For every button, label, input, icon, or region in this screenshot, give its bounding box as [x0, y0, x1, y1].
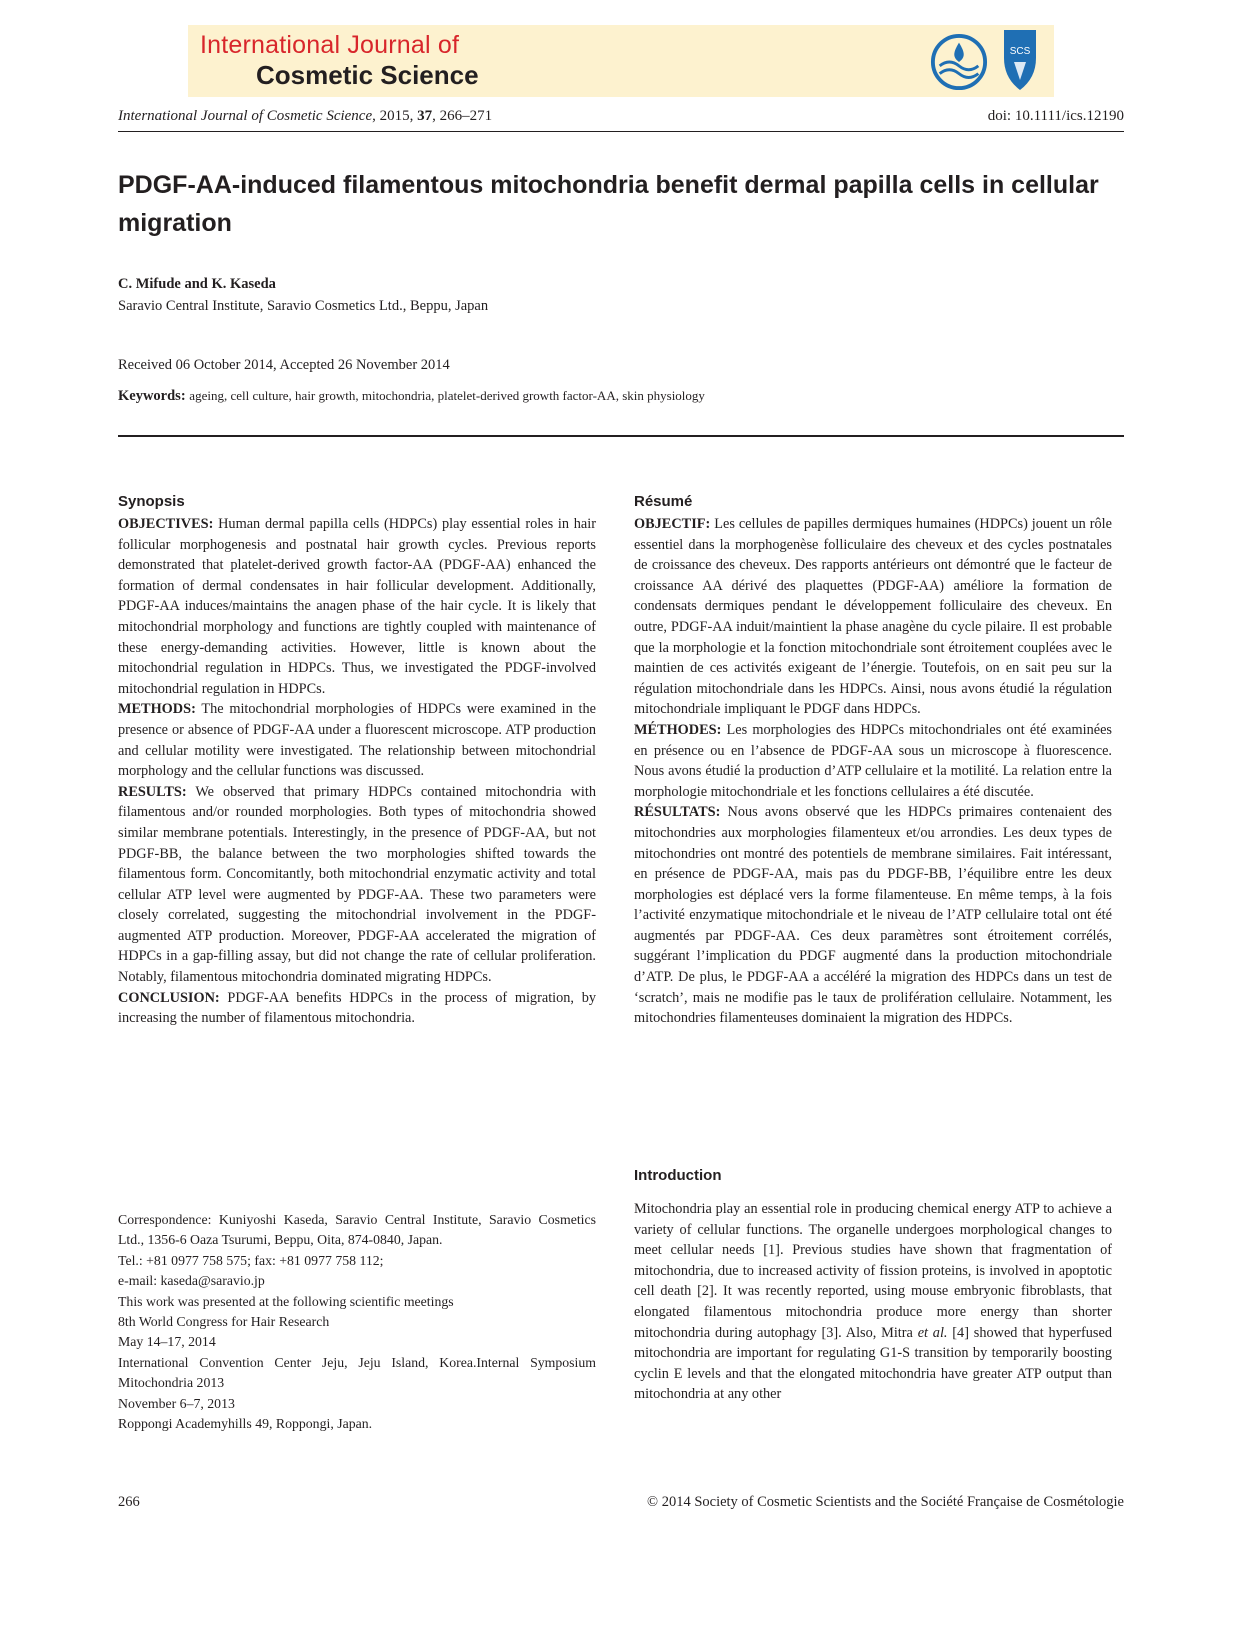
objectives-label: OBJECTIVES: [118, 516, 214, 532]
resume-heading: Résumé [634, 493, 693, 510]
synopsis [118, 492, 596, 1029]
affiliation: Saravio Central Institute, Saravio Cosmetics Ltd., Beppu, Japan [118, 298, 489, 314]
intro-text-part1: Mitochondria play an essential role in producing chemical energy ATP to achieve a variety of cellular functions. The organelle undergoes morphological changes to meet cellular needs [1]. Previous studies have shown that fragmentation of mitochondria, due to increased activity of fission proteins, is involved in apoptotic cell death [2]. It was recently reported, using mouse embryonic fibroblasts, that elongated filamentous mitochondria produce more energy than shorter mitochondria during autophagy [3]. Also, Mitra [634, 1201, 1112, 1341]
article-title: PDGF-AA-induced filamentous mitochondria benefit dermal papilla cells in cellular migration [118, 171, 1099, 237]
page-number: 266 [118, 1494, 140, 1510]
synopsis-results [118, 782, 596, 988]
journal-name-line1: International Journal of [200, 31, 460, 59]
meeting-1-venue: International Convention Center Jeju, Jeju Island, Korea.Internal Symposium Mitochondria 2013 [118, 1354, 596, 1391]
scs-shield-icon [1002, 28, 1038, 92]
copyright: © 2014 Society of Cosmetic Scientists and the Société Française de Cosmétologie [647, 1494, 1124, 1510]
intro-text-part2: [4] showed that hyperfused mitochondria are important for regulating G1-S transition by temporarily boosting cyclin E levels and that the elongated mitochondria have greater ATP output than mitochondria at any other [634, 1324, 1112, 1403]
ifscc-logo-icon [930, 33, 988, 91]
results-text: We observed that primary HDPCs contained mitochondria with filamentous and/or rounded morphologies. Both types of mitochondria showed similar membrane potentials. Interestingly, in the presence of PDGF-AA, but not PDGF-BB, the balance between the two morphologies shifted towards the filamentous form. Concomitantly, both mitochondrial enzymatic activity and total cellular ATP level were augmented by PDGF-AA. These two parameters were closely correlated, suggesting the mitochondrial involvement in the PDGF-augmented ATP production. Moreover, PDGF-AA accelerated the migration of HDPCs in a gap-filling assay, but did not change the rate of cellular proliferation. Notably, filamentous mitochondria dominated migrating HDPCs. [118, 783, 596, 986]
methodes-text: Les morphologies des HDPCs mitochondriales ont été examinées en présence ou en l’absence de PDGF-AA sous un microscope à fluorescence. Nous avons étudié la production d’ATP cellulaire et la motilité. La relation entre la morphologie mitochondriale et les fonctions cellulaires a été discutée. [634, 721, 1112, 800]
resume [634, 492, 1112, 1029]
citation-volume: 37 [417, 108, 433, 124]
title-rule [118, 435, 1124, 437]
journal-banner [188, 25, 1054, 97]
resultats-label: RÉSULTATS: [634, 804, 721, 821]
journal-name-line2: Cosmetic Science [256, 60, 479, 90]
methods-text: The mitochondrial morphologies of HDPCs were examined in the presence or absence of PDGF-AA under a fluorescent microscope. ATP production and cellular motility were investigated. The relationship between mitochondrial morphology and the cellular functions was discussed. [118, 701, 596, 780]
synopsis-conclusion [118, 988, 596, 1029]
methodes-label: MÉTHODES: [634, 721, 722, 738]
resume-objectif [634, 514, 1112, 720]
correspondence-address: Correspondence: Kuniyoshi Kaseda, Saravio Central Institute, Saravio Cosmetics Ltd., 1356-6 Oaza Tsurumi, Beppu, Oita, 874-0840, Japan. [118, 1212, 596, 1248]
synopsis-heading: Synopsis [118, 493, 185, 510]
resultats-text: Nous avons observé que les HDPCs primaires contenaient des mitochondries aux morphologies filamenteux et/ou arrondies. Les deux types de mitochondries ont montré des potentiels de membrane similaires. Fait intéressant, en présence de PDGF-AA, mais pas du PDGF-BB, l’équilibre entre les deux morphologies est déplacé vers la forme filamenteuse. En même temps, à la fois l’activité enzymatique mitochondriale et le niveau de l’ATP cellulaire total ont été augmentés par PDGF-AA. Ces deux paramètres sont étroitement corrélés, suggérant l’implication du PDGF augmenté dans la production mitochondriale d’ATP. De plus, le PDGF-AA a accéléré la migration des HDPCs dans un test de ‘scratch’, mais ne modifie pas le taux de prolifération cellulaire. Notamment, les mitochondries filamenteuses dominaient la migration des HDPCs. [634, 804, 1113, 1027]
meeting-2-venue: Roppongi Academyhills 49, Roppongi, Japan. [118, 1416, 373, 1432]
results-label: RESULTS: [118, 783, 187, 800]
doi: doi: 10.1111/ics.12190 [987, 108, 1124, 124]
correspondence [118, 1210, 596, 1434]
methods-label: METHODS: [118, 701, 196, 718]
citation-year: , 2015, [372, 108, 418, 124]
citation-journal: International Journal of Cosmetic Science [118, 108, 373, 124]
correspondence-phone: Tel.: +81 0977 758 575; fax: +81 0977 758 112; [118, 1252, 384, 1268]
conclusion-label: CONCLUSION: [118, 989, 220, 1006]
meeting-2-date: November 6–7, 2013 [118, 1395, 235, 1411]
meeting-1-name: 8th World Congress for Hair Research [118, 1314, 330, 1330]
resume-methodes [634, 720, 1112, 802]
objectif-label: OBJECTIF: [634, 516, 711, 532]
authors: C. Mifude and K. Kaseda [118, 276, 276, 292]
introduction-heading: Introduction [634, 1167, 722, 1184]
scs-shield-text: SCS [1009, 46, 1031, 57]
keywords-text: ageing, cell culture, hair growth, mitochondria, platelet-derived growth factor-AA, skin physiology [189, 388, 705, 403]
objectives-text: Human dermal papilla cells (HDPCs) play essential roles in hair follicular morphogenesis and postnatal hair growth cycles. Previous reports demonstrated that platelet-derived growth factor-AA (PDGF-AA) enhanced the formation of dermal condensates in hair follicular development. Additionally, PDGF-AA induces/maintains the anagen phase of the hair cycle. It is likely that mitochondrial morphology and functions are tightly coupled with maintenance of these energy-demanding activities. However, little is known about the mitochondrial regulation in HDPCs. Thus, we investigated the PDGF-involved mitochondrial regulation in HDPCs. [118, 516, 596, 697]
presentation-note: This work was presented at the following scientific meetings [118, 1293, 454, 1309]
meeting-1-date: May 14–17, 2014 [118, 1334, 216, 1350]
introduction-text [634, 1199, 1112, 1405]
synopsis-objectives [118, 514, 596, 699]
objectif-text: Les cellules de papilles dermiques humaines (HDPCs) jouent un rôle essentiel dans la morphogenèse folliculaire des cheveux et des cycles postnatales de croissance des cheveux. Des rapports antérieurs ont démontré que le facteur de croissance AA dérivé des plaquettes (PDGF-AA) améliore la formation de condensats dermiques pendant le développement folliculaire des cheveux. En outre, PDGF-AA induit/maintient la phase anagène du cycle pilaire. Il est probable que la morphologie et la fonction mitochondriale sont étroitement couplées avec le maintien de ces activités exigeant de l’énergie. Toutefois, on en sait peu sur la régulation mitochondriale dans les HDPCs. Ainsi, nous avons étudié la régulation mitochondriale impliquant le PDGF dans HDPCs. [634, 516, 1112, 718]
resume-resultats [634, 802, 1112, 1029]
citation-pages: , 266–271 [432, 108, 493, 124]
conclusion-text: PDGF-AA benefits HDPCs in the process of migration, by increasing the number of filamentous mitochondria. [118, 989, 597, 1027]
keywords-label: Keywords: [118, 388, 186, 404]
correspondence-email: e-mail: kaseda@saravio.jp [118, 1273, 265, 1289]
intro-text-italic: et al. [917, 1324, 948, 1341]
received-date: Received 06 October 2014, Accepted 26 November 2014 [118, 357, 450, 373]
synopsis-methods [118, 699, 596, 781]
keywords [118, 388, 705, 405]
header-rule [118, 131, 1124, 132]
journal-citation [118, 108, 492, 125]
